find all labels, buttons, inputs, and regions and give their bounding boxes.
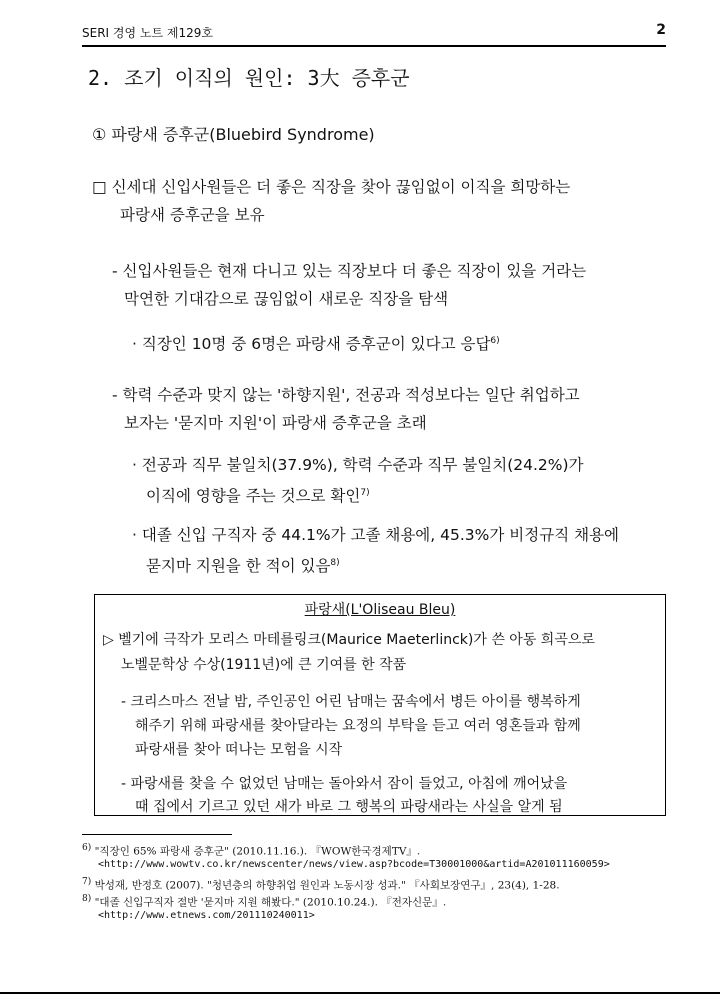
dot-item-2-text: 이직에 영향을 주는 것으로 확인 [146,487,361,506]
page-header [82,22,666,42]
page-number: 2 [656,22,666,38]
footnote-7-text: 박성재, 반정호 (2007). "청년층의 하향취업 원인과 노동시장 성과." 『사회보장연구』, 23(4), 1-28. [94,879,560,892]
footnote-6-text: "직장인 65% 파랑새 증후군" (2010.11.16.). 『WOW한국경제TV』. [94,845,421,858]
footnote-ref-8[interactable]: 8) [330,558,340,568]
dash-item-2-line-2: 보자는 '묻지마 지원'이 파랑새 증후군을 초래 [124,414,427,432]
box-item-1-line-2: 노벨문학상 수상(1911년)에 큰 기여를 한 작품 [121,657,407,673]
footnote-7-mark: 7) [82,877,92,887]
footnote-ref-7[interactable]: 7) [360,488,370,498]
dot-item-2-line-2 [146,478,370,511]
box-item-2-line-2: 해주기 위해 파랑새를 찾아달라는 요정의 부탁을 듣고 여러 영혼들과 함께 [135,718,581,734]
box-title [95,599,665,619]
header-rule [82,45,666,47]
dash-item-1-line-2: 막연한 기대감으로 끊임없이 새로운 직장을 탐색 [124,290,449,308]
section-title: 2. 조기 이직의 원인: 3大 증후군 [88,66,410,90]
bullet-main-line-1: □ 신세대 신입사원들은 더 좋은 직장을 찾아 끊임없이 이직을 희망하는 [92,178,571,196]
box-item-3-line-2: 때 집에서 기르고 있던 새가 바로 그 행복의 파랑새라는 사실을 알게 됨 [135,799,563,815]
dot-item-3-text: 묻지마 지원을 한 적이 있음 [146,557,331,576]
dash-item-2-line-1: - 학력 수준과 맞지 않는 '하향지원', 전공과 적성보다는 일단 취업하고 [112,386,580,404]
dot-item-3-line-1: · 대졸 신입 구직자 중 44.1%가 고졸 채용에, 45.3%가 비정규직 채용에 [132,526,620,544]
page-bottom-edge [0,992,720,1002]
footnote-rule [82,834,232,835]
dot-item-1 [132,326,500,359]
footnote-6-mark: 6) [82,843,92,853]
box-item-2-line-1: - 크리스마스 전날 밤, 주인공인 어린 남매는 꿈속에서 병든 아이를 행복하게 [121,694,581,710]
footnote-8-mark: 8) [82,894,92,904]
subsection-title: ① 파랑새 증후군(Bluebird Syndrome) [92,125,375,144]
footnote-6-link[interactable]: <http://www.wowtv.co.kr/newscenter/news/view.asp?bcode=T30001000&artid=A201011160059> [98,859,610,870]
dot-item-1-text: · 직장인 10명 중 6명은 파랑새 증후군이 있다고 응답 [132,335,491,354]
box-item-2-line-3: 파랑새를 찾아 떠나는 모험을 시작 [135,742,343,758]
box-title-text: 파랑새(L'Oliseau Bleu) [304,602,456,618]
footnote-8-text: "대졸 신입구직자 절반 '묻지마 지원 해봤다." (2010.10.24.). 『전자신문』. [94,896,447,909]
dash-item-1-line-1: - 신입사원들은 현재 다니고 있는 직장보다 더 좋은 직장이 있을 거라는 [112,262,587,280]
dot-item-3-line-2 [146,548,340,581]
bullet-main-line-2: 파랑새 증후군을 보유 [120,206,265,224]
footnote-8-link[interactable]: <http://www.etnews.com/201110240011> [98,910,315,921]
box-item-1-line-1: ▷ 벨기에 극작가 모리스 마테를링크(Maurice Maeterlinck)가 쓴 아동 희곡으로 [103,632,595,648]
box-item-3-line-1: - 파랑새를 찾을 수 없었던 남매는 돌아와서 잠이 들었고, 아침에 깨어났을 [121,776,568,792]
dot-item-2-line-1: · 전공과 직무 불일치(37.9%), 학력 수준과 직무 불일치(24.2%)가 [132,456,584,474]
footnote-ref-6[interactable]: 6) [490,336,500,346]
header-publication: SERI 경영 노트 제129호 [82,26,213,40]
bluebird-info-box [94,594,666,816]
